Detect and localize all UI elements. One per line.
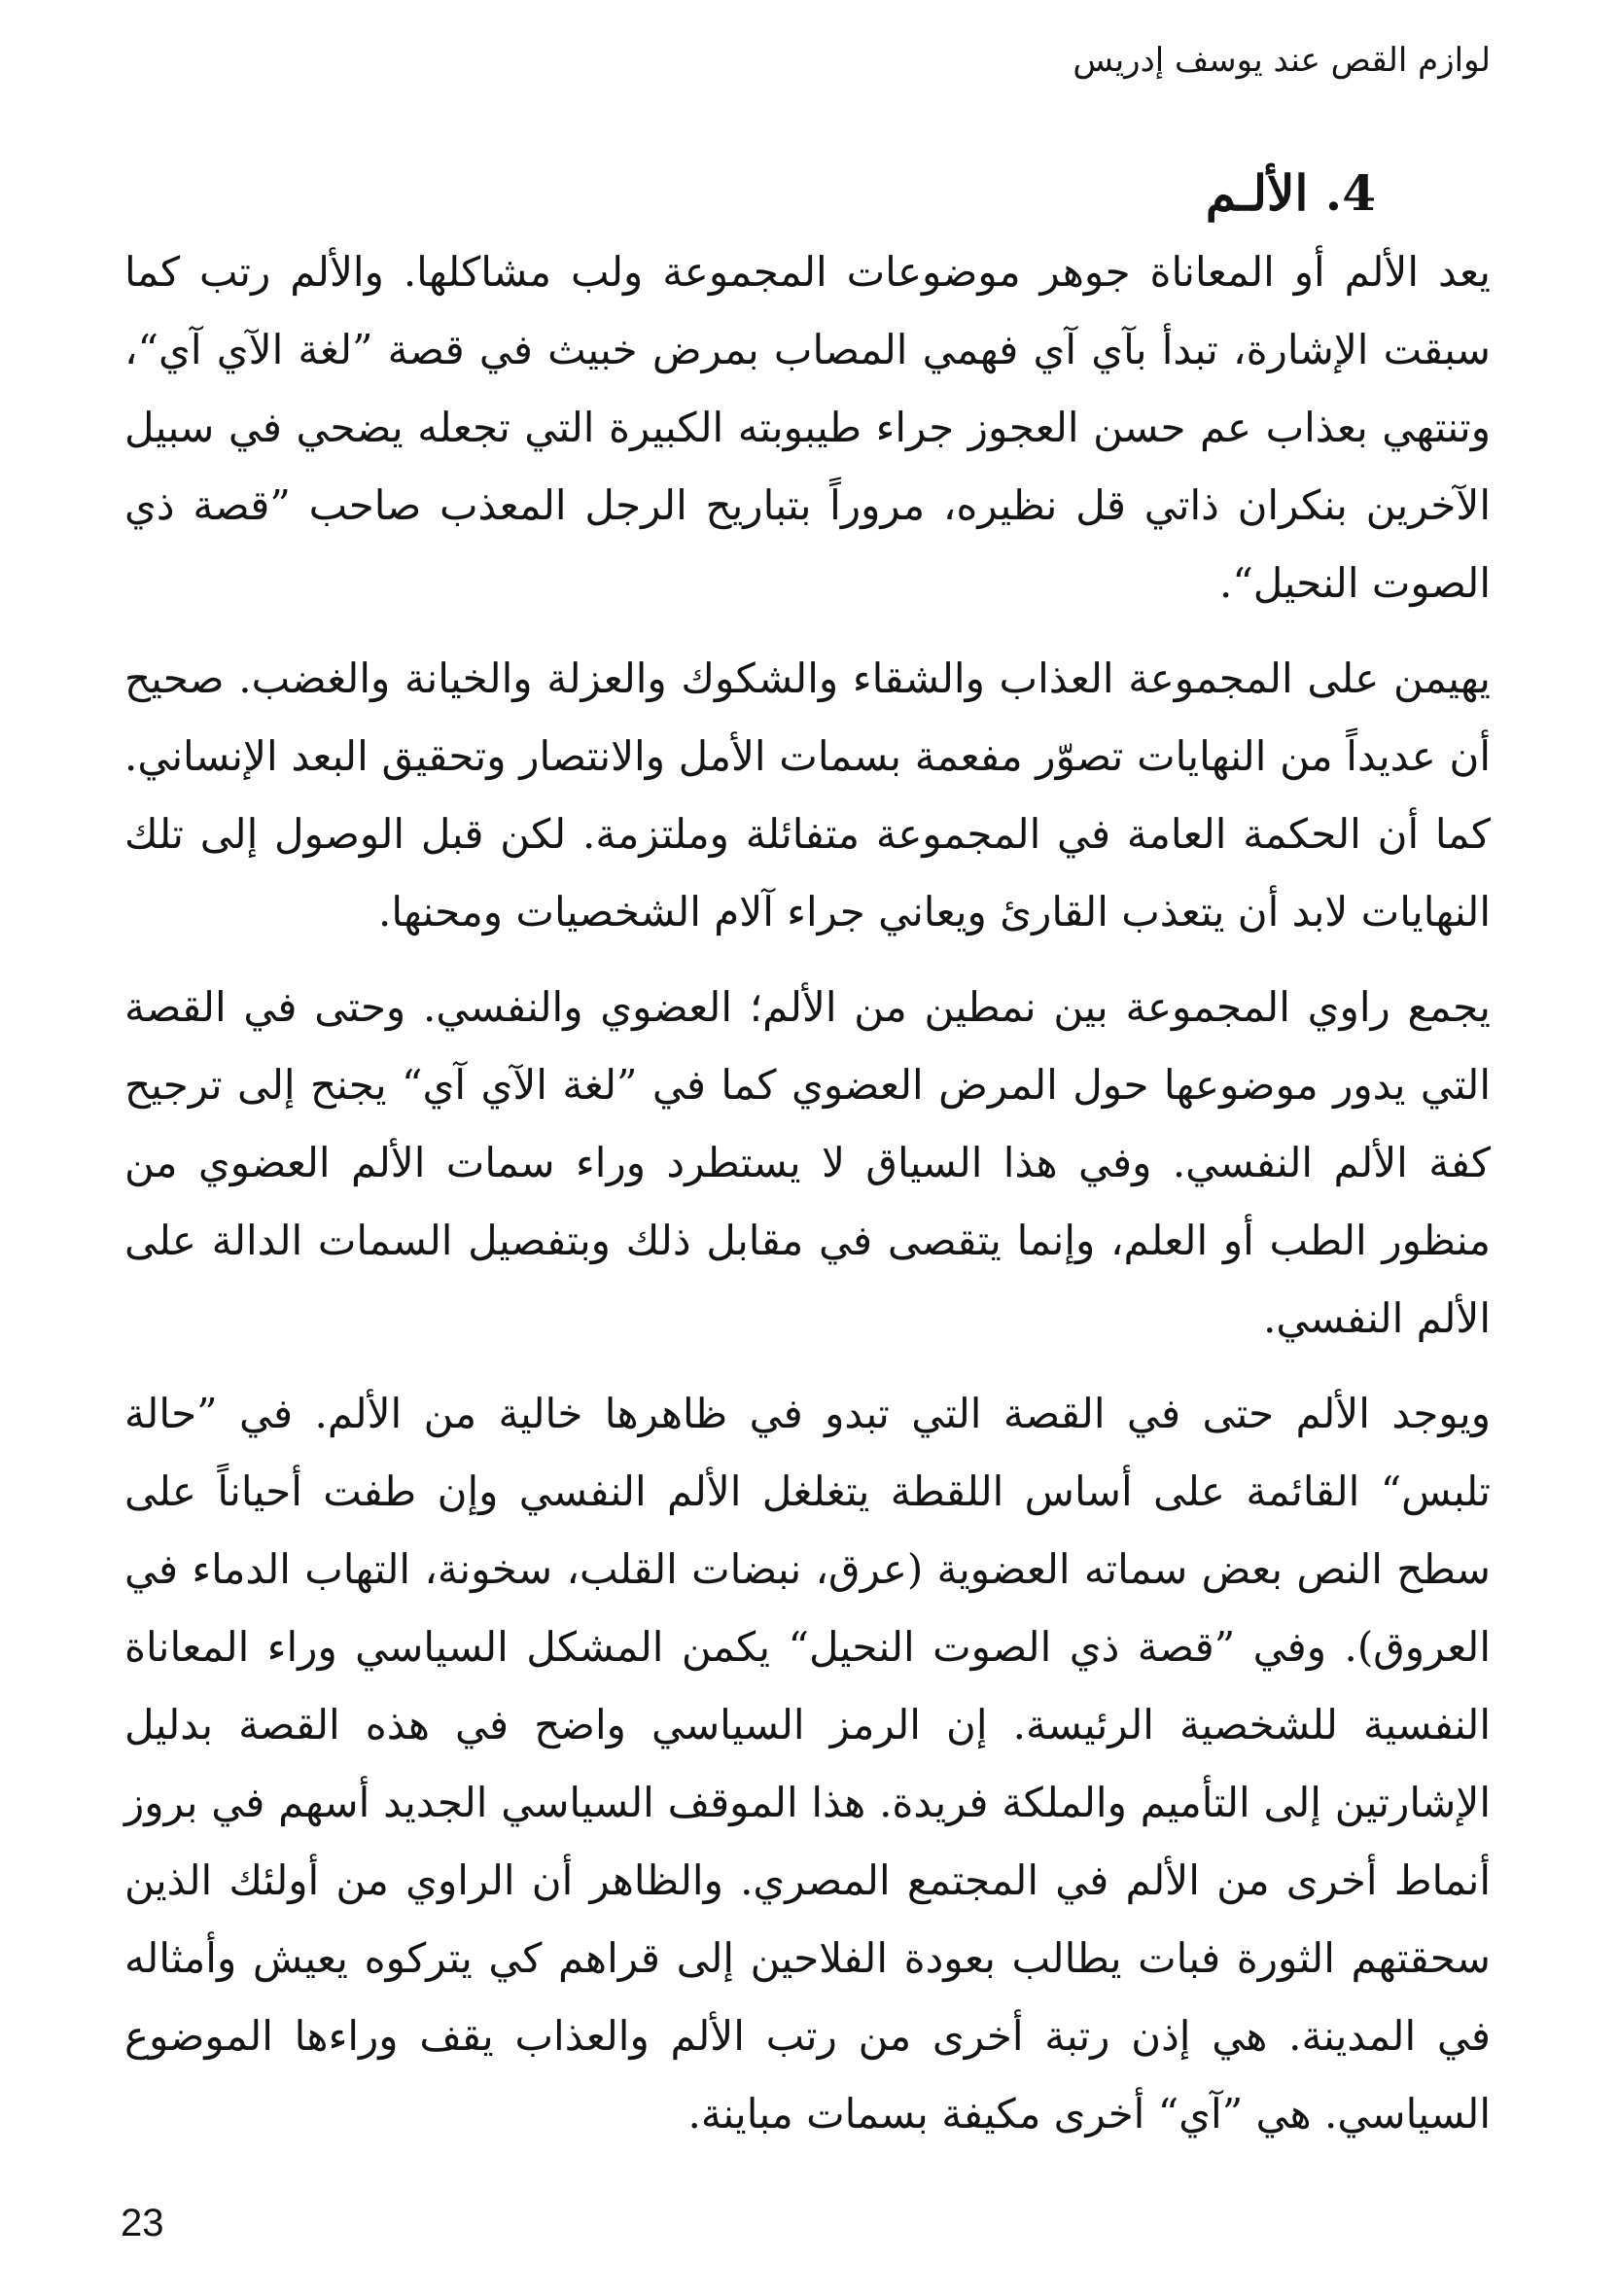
paragraph-3: يجمع راوي المجموعة بين نمطين من الألم؛ العضوي والنفسي. وحتى في القصة التي يدور موضوعها حول المرض العضوي كما في ”لغة الآي آي“ يجنح إلى ترجيح كفة الألم النفسي. وفي هذا السياق لا يستطرد وراء سمات الألم العضوي من منظور الطب أو العلم، وإنما يتقصى في مقابل ذلك وبتفصيل السمات الدالة على الألم النفسي. — [124, 983, 1491, 1342]
paragraph-1: يعد الألم أو المعاناة جوهر موضوعات المجموعة ولب مشاكلها. والألم رتب كما سبقت الإشارة، تبدأ بآي آي فهمي المصاب بمرض خبيث في قصة ”لغة الآي آي“، وتنتهي بعذاب عم حسن العجوز جراء طيبوبته الكبيرة التي تجعله يضحي في سبيل الآخرين بنكران ذاتي قل نظيره، مروراً بتباريح الرجل المعذب صاحب ”قصة ذي الصوت النحيل“. — [124, 248, 1491, 607]
paragraph-2: يهيمن على المجموعة العذاب والشقاء والشكوك والعزلة والخيانة والغضب. صحيح أن عديداً من النهايات تصوّر مفعمة بسمات الأمل والانتصار وتحقيق البعد الإنساني. كما أن الحكمة العامة في المجموعة متفائلة وملتزمة. لكن قبل الوصول إلى تلك النهايات لابد أن يتعذب القارئ ويعاني جراء آلام الشخصيات ومحنها. — [124, 654, 1491, 936]
section-heading: 4. الألـم — [1205, 164, 1376, 222]
running-header: لوازم القص عند يوسف إدريس — [1073, 41, 1491, 80]
page-number: 23 — [121, 2202, 164, 2244]
paragraph-4: ويوجد الألم حتى في القصة التي تبدو في ظاهرها خالية من الألم. في ”حالة تلبس“ القائمة على أساس اللقطة يتغلغل الألم النفسي وإن طفت أحياناً على سطح النص بعض سماته العضوية (عرق، نبضات القلب، سخونة، التهاب الدماء في العروق). وفي ”قصة ذي الصوت النحيل“ يكمن المشكل السياسي وراء المعاناة النفسية للشخصية الرئيسة. إن الرمز السياسي واضح في هذه القصة بدليل الإشارتين إلى التأميم والملكة فريدة. هذا الموقف السياسي الجديد أسهم في بروز أنماط أخرى من الألم في المجتمع المصري. والظاهر أن الراوي من أولئك الذين سحقتهم الثورة فبات يطالب بعودة الفلاحين إلى قراهم كي يتركوه يعيش وأمثاله في المدينة. هي إذن رتبة أخرى من رتب الألم والعذاب يقف وراءها الموضوع السياسي. هي ”آي“ أخرى مكيفة بسمات مباينة. — [124, 1390, 1491, 2137]
body-text — [124, 163, 1491, 2171]
